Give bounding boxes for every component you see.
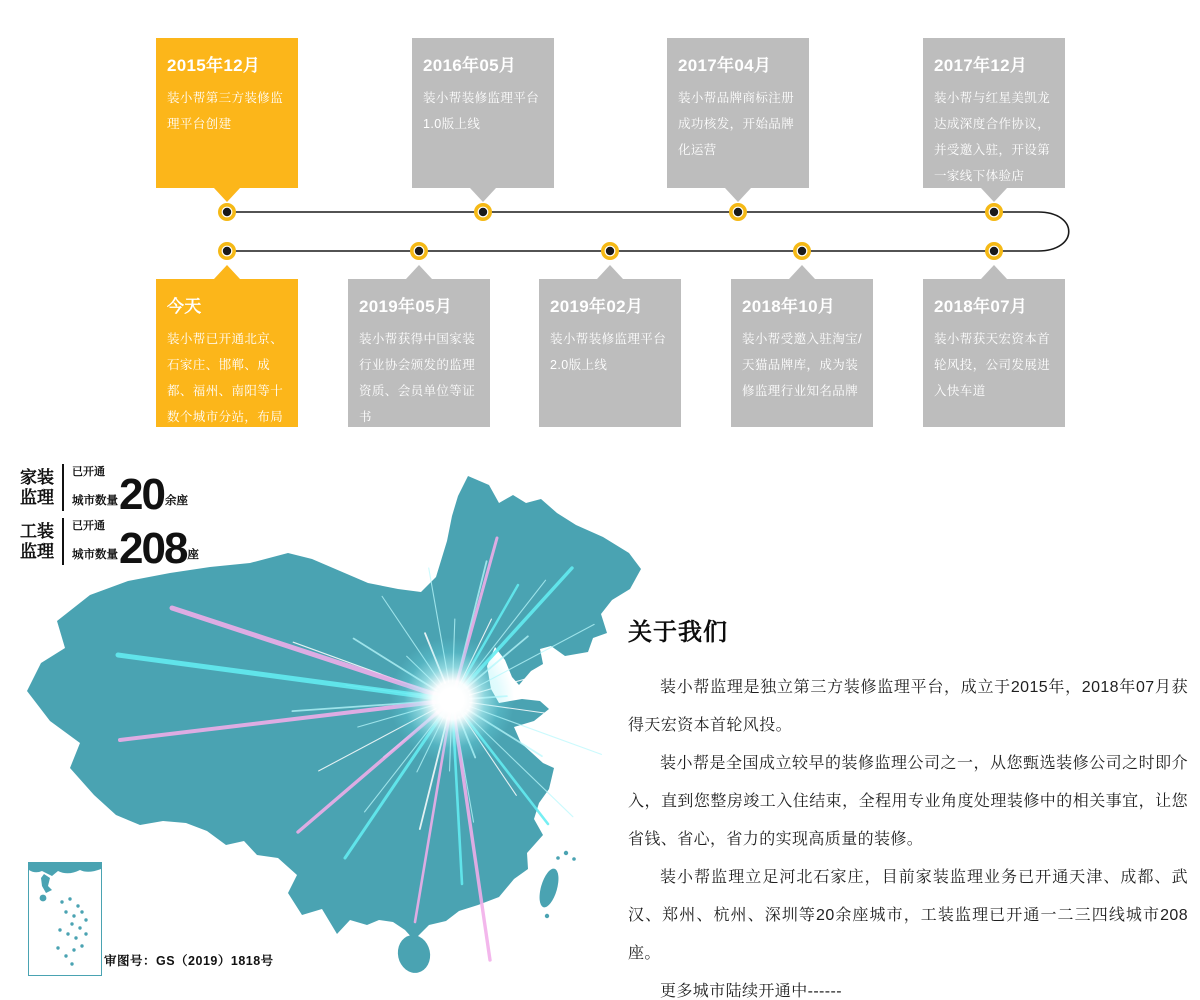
stat-status: 已开通 [72,520,105,532]
stat-category [20,518,64,565]
timeline-card-2017-12 [923,38,1065,188]
card-text: 装小帮受邀入驻淘宝/天猫品牌库，成为装修监理行业知名品牌 [742,332,862,398]
stat-home-decoration [20,464,199,519]
stat-status: 已开通 [72,466,105,478]
stat-value: 208 [119,524,187,573]
card-text: 装小帮品牌商标注册成功核发，开始品牌化运营 [678,91,795,157]
about-paragraph: 装小帮监理立足河北石家庄，目前家装监理业务已开通天津、成都、武汉、郑州、杭州、深圳等20余座城市，工装监理已开通一二三四线城市208座。 [628,869,1188,962]
card-text: 装小帮与红星美凯龙达成深度合作协议，并受邀入驻，开设第一家线下体验店 [934,91,1051,183]
inset-hainan [40,895,47,902]
timeline-card-2019-05 [348,279,490,427]
map-license-number: 审图号：GS（2019）1818号 [104,954,274,968]
timeline-card-2017-04 [667,38,809,188]
card-text: 装小帮装修监理平台1.0版上线 [423,91,540,131]
taiwan-island [536,867,562,910]
card-date: 今天 [167,297,202,316]
about-section [628,612,1188,1000]
stat-detail [64,518,199,573]
stat-label: 城市数量 [72,549,118,561]
card-text: 装小帮已开通北京、石家庄、邯郸、成都、福州、南阳等十数个城市分站，布局全国 [167,332,284,450]
card-date: 2016年05月 [423,56,517,75]
card-text: 装小帮获天宏资本首轮风投，公司发展进入快车道 [934,332,1051,398]
about-paragraph: 装小帮是全国成立较早的装修监理公司之一，从您甄选装修公司之时即介入，直到您整房竣工入住结束，全程用专业角度处理装修中的相关事宜，让您省钱、省心，省力的实现高质量的装修。 [628,755,1188,848]
stat-category-line: 家装 [20,467,54,487]
stat-engineering [20,518,199,573]
timeline-card-today [156,279,298,450]
card-date: 2019年02月 [550,297,644,316]
stat-unit: 座 [187,549,199,561]
card-date: 2019年05月 [359,297,453,316]
stat-value: 20 [119,470,164,519]
stat-category [20,464,64,511]
about-title: 关于我们 [628,619,728,646]
timeline-card-2018-07 [923,279,1065,427]
stat-category-line: 监理 [20,541,54,561]
timeline-line [227,212,1069,251]
timeline-card-2018-10 [731,279,873,427]
coverage-stats [20,464,199,572]
card-date: 2017年12月 [934,56,1028,75]
card-text: 装小帮获得中国家装行业协会颁发的监理资质、会员单位等证书 [359,332,476,424]
card-date: 2017年04月 [678,56,772,75]
card-date: 2015年12月 [167,56,261,75]
timeline-node-dots [223,208,998,255]
card-date: 2018年10月 [742,297,836,316]
about-paragraph: 更多城市陆续开通中------ [660,983,842,1000]
timeline-card-2016-05 [412,38,554,188]
south-china-sea-inset [28,862,102,976]
card-date: 2018年07月 [934,297,1028,316]
card-text: 装小帮第三方装修监理平台创建 [167,91,284,131]
about-paragraph: 装小帮监理是独立第三方装修监理平台，成立于2015年，2018年07月获得天宏资本首轮风投。 [628,679,1188,734]
stat-label: 城市数量 [72,495,118,507]
stat-category-line: 工装 [20,521,54,541]
stat-detail [64,464,188,519]
hainan-island [394,932,433,976]
timeline-card-2019-02 [539,279,681,427]
card-text: 装小帮装修监理平台2.0版上线 [550,332,667,372]
stat-category-line: 监理 [20,487,54,507]
timeline-card-2015-12 [156,38,298,188]
stat-unit: 余座 [164,495,188,507]
